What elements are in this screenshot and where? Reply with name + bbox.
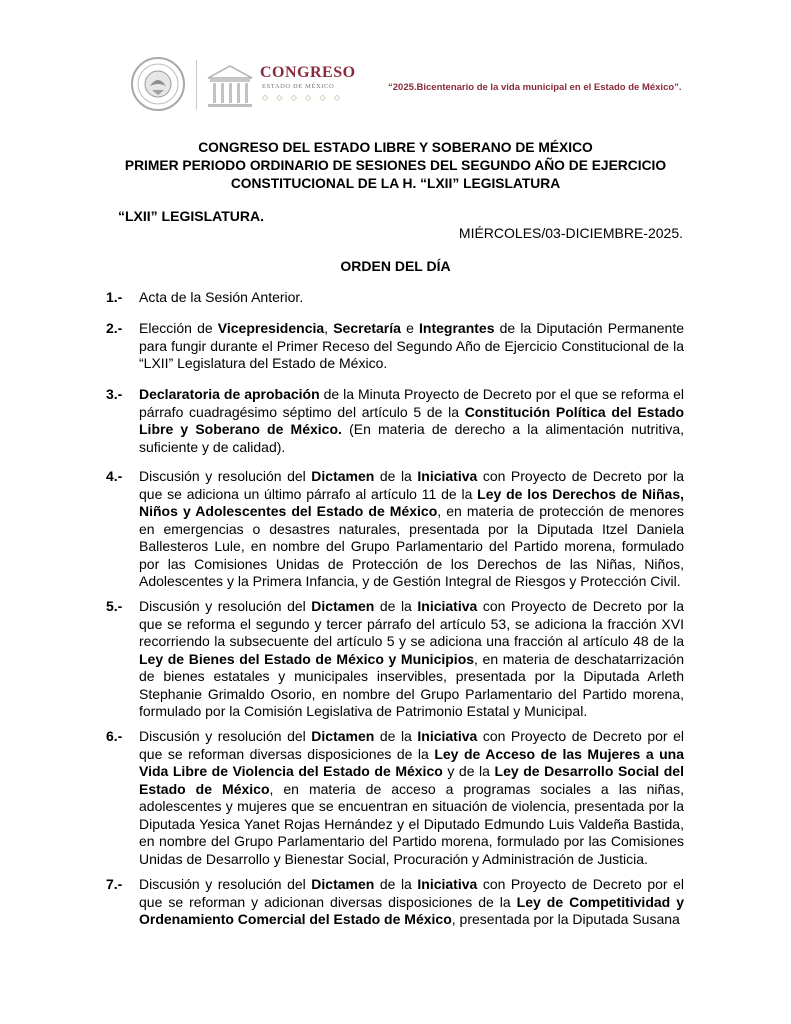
item-text-bold: Dictamen [311,728,375,744]
item-number: 6.- [106,728,123,744]
item-text [139,876,684,929]
legislature-label: “LXII” LEGISLATURA. [118,208,264,224]
item-text-run: de la Diputación Permanente para fungir durante el Primer Receso del Segundo Año de Ejercicio Constitucional de la “LXII” Legislatura del Estado de México. [139,320,684,371]
item-number: 1.- [106,289,123,305]
item-text [139,320,684,373]
item-text-bold: Iniciativa [417,728,478,744]
item-text-run: con Proyecto de Decreto por el que se reforman y adicionan diversas disposiciones de la [139,876,684,910]
brand-subtitle: ESTADO DE MÉXICO [262,83,335,90]
item-text-run: con Proyecto de Decreto por la que se reforma el segundo y tercer párrafo del artículo 53, se adiciona la fracción XVI recorriendo la subsecuente del artículo 5 y se adiciona una fracción al artículo 48 de la [139,598,684,649]
item-text-bold: Dictamen [311,468,375,484]
item-text [139,289,684,307]
agenda-heading: ORDEN DEL DÍA [340,258,451,274]
item-text-run: Discusión y resolución del [139,876,312,892]
brand-ornament: ◇ ◇ ◇ ◇ ◇ ◇ [262,93,344,102]
item-text-bold: Ley de Acceso de las Mujeres a una Vida Libre de Violencia del Estado de México [139,745,684,779]
item-number: 4.- [106,468,123,484]
item-number: 2.- [106,320,123,336]
item-text-bold: Dictamen [311,598,375,614]
title-line-1: CONGRESO DEL ESTADO LIBRE Y SOBERANO DE MÉXICO [198,140,593,155]
item-text-bold: Iniciativa [417,876,478,892]
item-text [139,598,684,721]
item-number: 3.- [106,386,123,402]
item-text-run: de la [374,728,418,744]
item-text-bold: Declaratoria de aprobación [139,386,320,402]
item-text-run: (En materia de derecho a la alimentación nutritiva, suficiente y de calidad). [139,421,684,455]
item-text-run: Elección de [139,320,218,336]
item-text-bold: Ley de Desarrollo Social del Estado de México [139,763,684,797]
header-divider [196,60,197,110]
item-text [139,468,684,591]
header-motto: “2025.Bicentenario de la vida municipal en el Estado de México”. [388,82,682,93]
congress-building-icon [204,62,256,110]
item-text-run: Discusión y resolución del [139,728,312,744]
item-text-bold: Constitución Política del Estado Libre y Soberano de México. [139,403,684,437]
item-text-run: Acta de la Sesión Anterior. [139,289,304,305]
item-text-bold: Vicepresidencia [217,320,325,336]
item-number: 7.- [106,876,123,892]
letterhead [130,56,770,116]
item-text-run: , en materia de acceso a programas sociales a las niñas, adolescentes y mujeres que se encuentran en situación de violencia, presentada por la Diputada Yesica Yanet Rojas Hernández y el Diputado Edmundo Luis Valdeña Bastida, en nombre del Grupo Parlamentario del Partido morena, formulado por las Comisiones Unidas de Desarrollo y Bienestar Social, Procuración y Administración de Justicia. [139,780,684,867]
item-text-run: de la [374,598,418,614]
session-date: MIÉRCOLES/03-DICIEMBRE-2025. [458,225,683,241]
document-title [80,139,711,193]
item-text [139,386,684,456]
item-text-run: Discusión y resolución del [139,598,312,614]
title-line-2: PRIMER PERIODO ORDINARIO DE SESIONES DEL SEGUNDO AÑO DE EJERCICIO [124,158,667,173]
item-text-run: con Proyecto de Decreto por el que se reforman diversas disposiciones de la [139,728,684,762]
item-text-run: de la [374,876,418,892]
item-text-bold: Ley de Competitividad y Ordenamiento Comercial del Estado de México [139,893,684,927]
item-text-bold: Dictamen [311,876,375,892]
item-text-run: , [324,320,334,336]
item-text-bold: Integrantes [419,320,495,336]
item-text-run: con Proyecto de Decreto por la que se adiciona un último párrafo al artículo 11 de la [139,468,684,502]
item-text-bold: Secretaría [333,320,401,336]
item-number: 5.- [106,598,123,614]
item-text-run: , en materia de protección de menores en emergencias o desastres naturales, presentada por la Diputada Itzel Daniela Ballesteros Lule, en nombre del Grupo Parlamentario del Partido morena, formulado por las Comisiones Unidas de Protección de los Derechos de las Niñas, Niños, Adolescentes y la Primera Infancia, y de Gestión Integral de Riesgos y Protección Civil. [139,503,684,589]
item-text-run: y de la [442,763,495,779]
item-text-bold: Iniciativa [417,468,478,484]
item-text-bold: Iniciativa [417,598,478,614]
item-text-run: Discusión y resolución del [139,468,312,484]
item-text-run: de la [374,468,418,484]
item-text-run: e [400,320,420,336]
item-text-bold: Ley de los Derechos de Niñas, Niños y Adolescentes del Estado de México [139,485,684,519]
item-text [139,728,684,868]
item-text-bold: Ley de Bienes del Estado de México y Municipios [139,650,475,667]
brand-name: CONGRESO [260,64,356,81]
state-seal-icon [130,56,186,112]
item-text-run: , presentada por la Diputada Susana [451,911,680,927]
item-text-run: , en materia de deschatarrización de bienes estatales y municipales inservibles, presentada por la Diputada Arleth Stephanie Grimaldo Osorio, en nombre del Grupo Parlamentario del Partido morena, formulado por la Comisión Legislativa de Patrimonio Estatal y Municipal. [139,650,684,719]
item-text-run: de la Minuta Proyecto de Decreto por el que se reforma el párrafo cuadragésimo séptimo del artículo 5 de la [139,386,684,420]
title-line-3: CONSTITUCIONAL DE LA H. “LXII” LEGISLATURA [230,176,561,191]
